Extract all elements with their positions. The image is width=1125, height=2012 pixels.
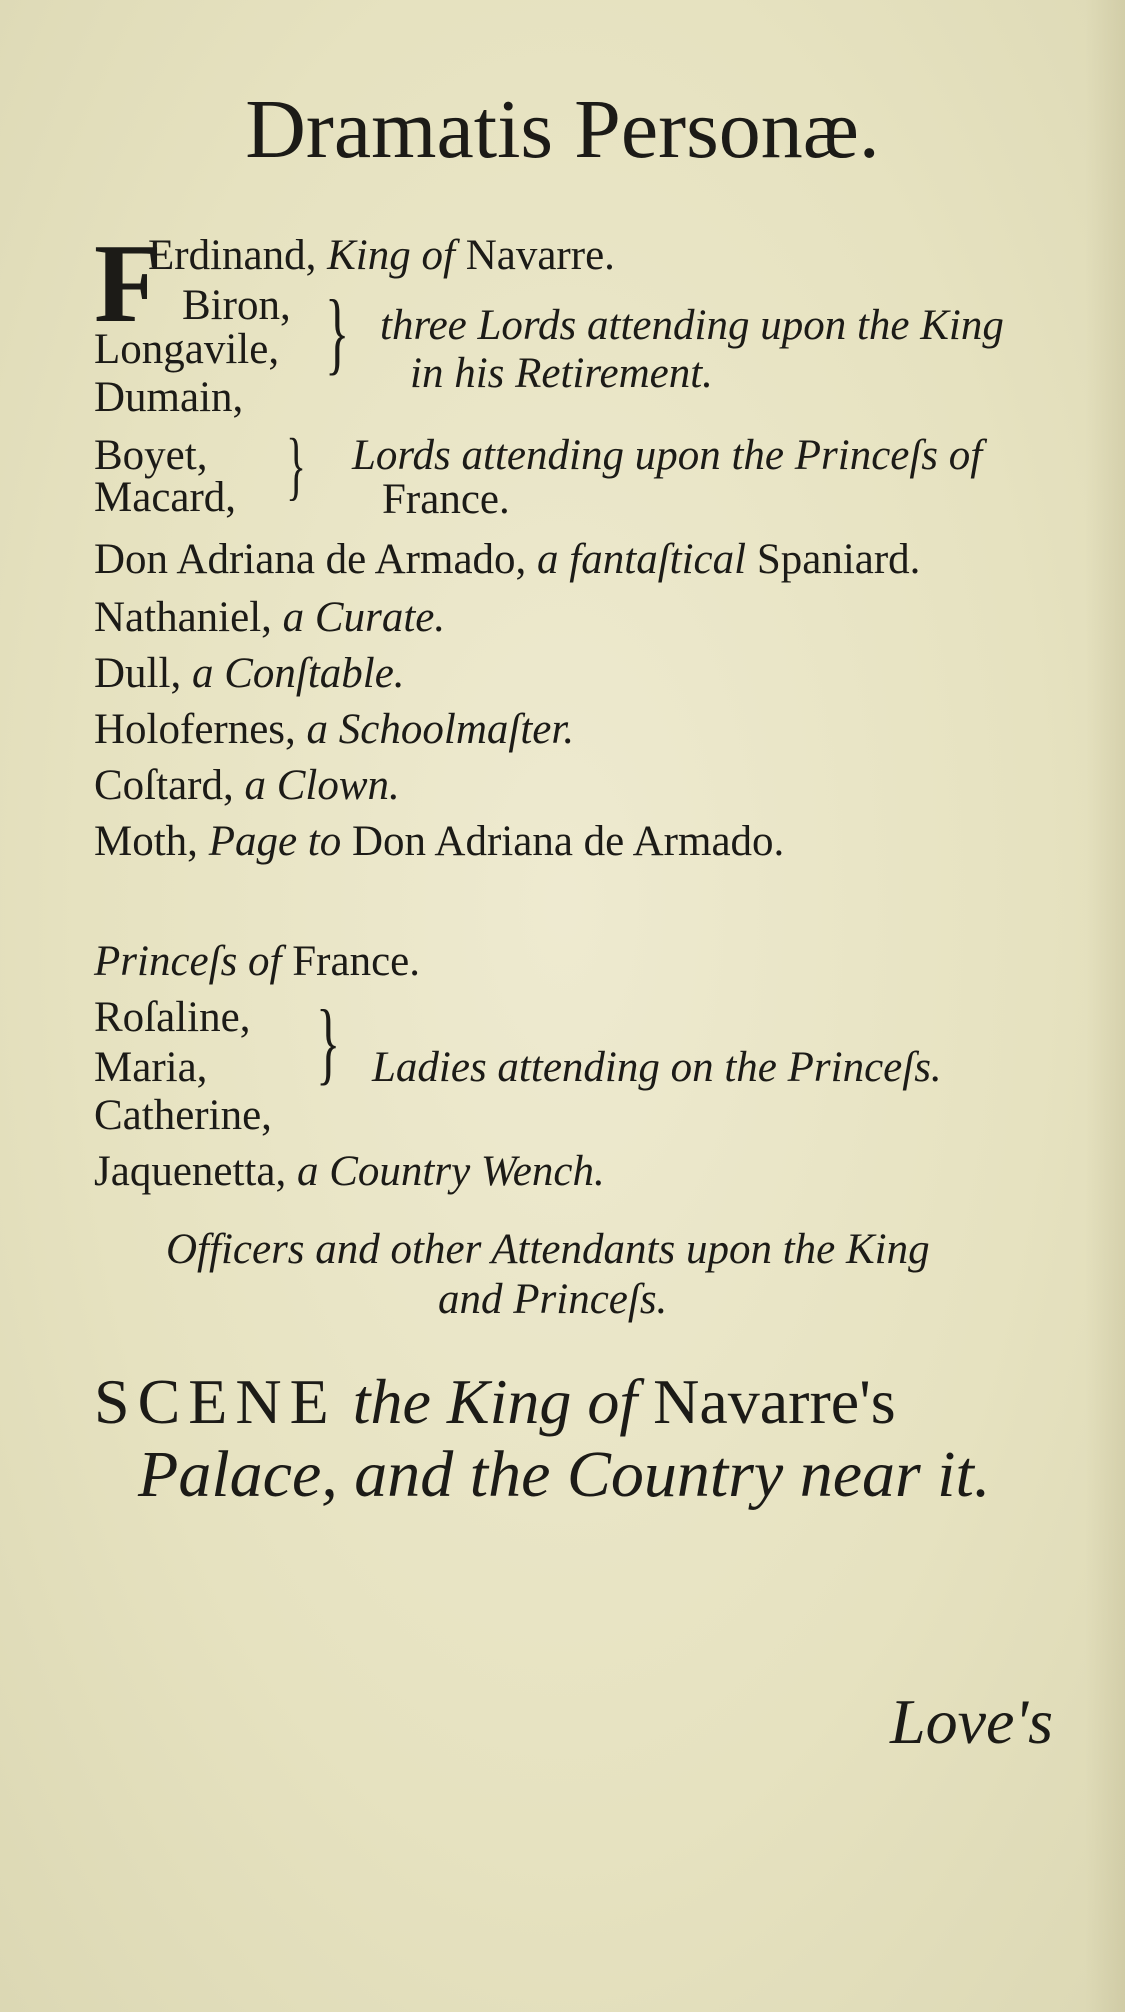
character-nathaniel (94, 596, 445, 639)
character-rosaline: Roſaline, (94, 994, 251, 1041)
character-catherine: Catherine, (94, 1092, 272, 1139)
scene-line1 (94, 1366, 896, 1437)
character-name: Moth, (94, 818, 198, 865)
character-role: Page to (208, 818, 342, 865)
lords-description-line1: three Lords attending upon the King (380, 302, 1004, 349)
character-king (148, 234, 615, 277)
character-master: Don Adriana de Armado. (352, 818, 785, 865)
brace-ladies: } (316, 991, 341, 1093)
page-title: Dramatis Personæ. (245, 83, 880, 176)
character-holofernes (94, 708, 574, 751)
lords-description-line2: in his Retirement. (410, 350, 713, 397)
officers-line1: Officers and other Attendants upon the King (166, 1226, 930, 1273)
character-place: France. (292, 938, 420, 985)
character-maria: Maria, (94, 1044, 208, 1091)
character-jaquenetta (94, 1150, 605, 1193)
character-name: Erdinand, (148, 232, 317, 279)
officers-line2: and Princeſs. (438, 1276, 668, 1323)
character-biron: Biron, (182, 282, 291, 329)
character-dumain: Dumain, (94, 374, 244, 421)
character-nation: Spaniard. (756, 536, 921, 583)
character-role: Princeſs of (94, 938, 282, 985)
princess-lords-description-line2: France. (382, 476, 510, 523)
character-role: King of (327, 232, 455, 279)
character-name: Holofernes, (94, 706, 296, 753)
character-name: Coſtard, (94, 762, 234, 809)
character-moth (94, 820, 784, 863)
character-role: a Curate. (282, 594, 446, 641)
character-macard: Macard, (94, 474, 237, 521)
character-name: Don Adriana de Armado, (94, 536, 527, 583)
catchword: Love's (890, 1686, 1053, 1757)
character-place: Navarre. (465, 232, 615, 279)
scene-place: Navarre's (653, 1366, 896, 1437)
scene-part1: the King of (352, 1366, 638, 1437)
princess-lords-description-line1: Lords attending upon the Princeſs of (352, 432, 983, 479)
brace-princess-lords: } (286, 424, 307, 508)
character-name: Jaquenetta, (94, 1148, 287, 1195)
character-princess (94, 940, 420, 983)
character-role: a Conſtable. (191, 650, 405, 697)
character-role: a Clown. (244, 762, 400, 809)
character-boyet: Boyet, (94, 432, 208, 479)
page-edge-shadow (1085, 0, 1125, 2012)
character-name: Dull, (94, 650, 182, 697)
ladies-description: Ladies attending on the Princeſs. (372, 1044, 942, 1091)
character-role: a fantaſtical (537, 536, 747, 583)
scene-word: SCENE (94, 1366, 337, 1437)
character-name: Nathaniel, (94, 594, 272, 641)
character-dull (94, 652, 405, 695)
character-role: a Country Wench. (296, 1148, 605, 1195)
brace-lords: } (325, 281, 350, 383)
character-longavile: Longavile, (94, 326, 280, 373)
scene-line2: Palace, and the Country near it. (138, 1438, 991, 1511)
character-costard (94, 764, 400, 807)
character-armado (94, 538, 920, 581)
character-role: a Schoolmaſter. (306, 706, 575, 753)
drop-cap-initial: F (94, 222, 163, 346)
